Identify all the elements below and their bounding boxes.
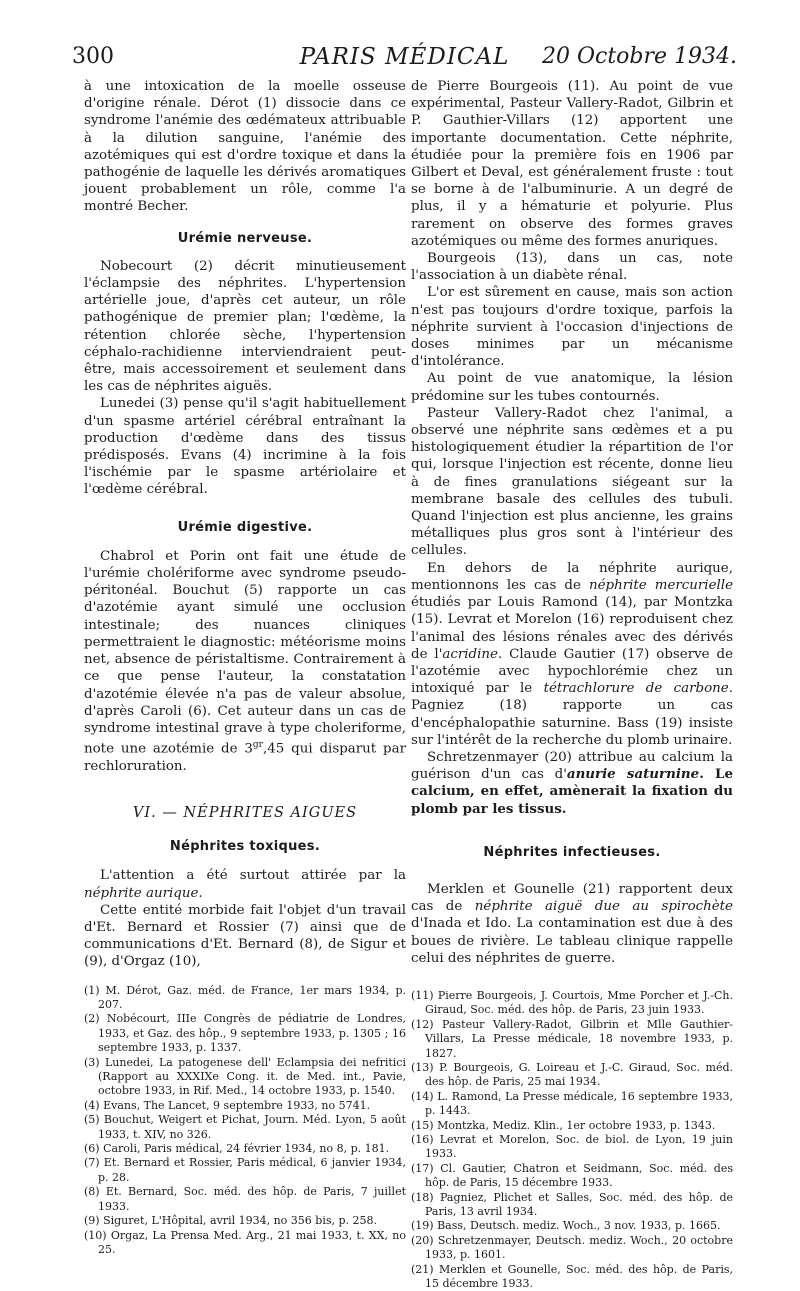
footnote: (4) Evans, The Lancet, 9 septembre 1933, no 5741. (84, 1098, 371, 1112)
paragraph: à une intoxication de la moelle osseuse d'origine rénale. Dérot (1) dissocie dans ce syndrome l'anémie des œdémateux attribuable à la dilution sanguine, l'anémie des azotémiques qui est d'ordre toxique et dans la pathogénie de laquelle les dérivés aromatiques jouent probablement un rôle, comme l'a montré Becher. (84, 79, 406, 215)
footnote: (3) Lunedei, La patogenese dell' Eclampsia dei nefritici (Rapport au XXXIXe Cong. it. de Med. int., Pavie, octobre 1933, in Rif. Med., 14 octobre 1933, p. 1540. (84, 1055, 406, 1098)
right-column (411, 78, 733, 1291)
footnote: (7) Et. Bernard et Rossier, Paris médical, 6 janvier 1934, p. 28. (84, 1156, 406, 1184)
footnote: (20) Schretzenmayer, Deutsch. mediz. Woch., 20 octobre 1933, p. 1601. (411, 1233, 733, 1262)
footnote: (1) M. Dérot, Gaz. méd. de France, 1er mars 1934, p. 207. (84, 983, 406, 1012)
paragraph: Pasteur Vallery-Radot chez l'animal, a observé une néphrite sans œdèmes et a pu histologiquement étudier la répartition de l'or qui, lorsque l'injection est récente, donne lieu à de fines granulations siégeant sur la membrane basale des cellules des tubuli. Quand l'injection est plus ancienne, les grains métalliques plus gros sont à l'intérieur des cellules. (411, 405, 733, 559)
paragraph: Chabrol et Porin ont fait une étude de l'urémie cholériforme avec syndrome pseudo-péritonéal. Bouchut (5) rapporte un cas d'azotémie ayant simulé une occlusion intestinale; des nuances cliniques permettraient le diagnostic: météorisme moins net, absence de péristaltisme. Contrairement à ce que pense l'auteur, la constatation d'azotémie élevée n'a pas de valeur absolue, d'après Caroli (6). Cet auteur dans un cas de syndrome intestinal grave à type choleriforme, note une azotémie de $3^{gr},45$ qui disparut par rechloruration. (84, 548, 406, 774)
chapter-heading: VI. — NÉPHRITES AIGUES (132, 804, 358, 821)
section-heading-uremie-nerveuse: Urémie nerveuse. (177, 230, 313, 246)
footnote: (21) Merklen et Gounelle, Soc. méd. des hôp. de Paris, 15 décembre 1933. (411, 1262, 733, 1291)
footnote: (5) Bouchut, Weigert et Pichat, Journ. Méd. Lyon, 5 août 1933, t. XIV, no 326. (84, 1113, 406, 1141)
paragraph: Bourgeois (13), dans un cas, note l'association à un diabète rénal. (411, 251, 733, 284)
section-heading-uremie-digestive: Urémie digestive. (177, 519, 313, 535)
section-heading-nephrites-infectieuses: Néphrites infectieuses. (483, 844, 661, 860)
paragraph: Lunedei (3) pense qu'il s'agit habituellement d'un spasme artériel cérébral entraînant la production d'œdème dans des tissus prédisposés. Evans (4) incrimine à la fois l'ischémie par le spasme artériolaire et l'œdème cérébral. (84, 396, 406, 498)
paragraph: Nobecourt (2) décrit minutieusement l'éclampsie des néphrites. L'hypertension artérielle joue, d'après cet auteur, un rôle pathogénique de premier plan; l'œdème, la rétention chlorée sèche, l'hypertension céphalo-rachidienne interviendraient peut-être, mais accessoirement et seulement dans les cas de néphrites aiguës. (84, 258, 406, 395)
paragraph: L'attention a été surtout attirée par la néphrite aurique. (84, 868, 406, 901)
footnote: (11) Pierre Bourgeois, J. Courtois, Mme Porcher et J.-Ch. Giraud, Soc. méd. des hôp. de Paris, 23 juin 1933. (411, 988, 733, 1017)
footnote: (6) Caroli, Paris médical, 24 février 1934, no 8, p. 181. (84, 1142, 390, 1156)
footnote: (10) Orgaz, La Prensa Med. Arg., 21 mai 1933, t. XX, no 25. (84, 1228, 406, 1256)
paragraph: Au point de vue anatomique, la lésion prédomine sur les tubes contournés. (411, 371, 733, 404)
paragraph: Schretzenmayer (20) attribue au calcium la guérison d'un cas d'anurie saturnine. Le calcium, en effet, amènerait la fixation du plomb par les tissus. (411, 749, 733, 817)
paragraph: Cette entité morbide fait l'objet d'un travail d'Et. Bernard et Rossier (7) ainsi que de communications d'Et. Bernard (8), de Sigur et (9), d'Orgaz (10), (84, 902, 406, 970)
footnote: (15) Montzka, Mediz. Klin., 1er octobre 1933, p. 1343. (411, 1118, 716, 1132)
journal-title: PARIS MÉDICAL (299, 44, 510, 70)
paragraph: En dehors de la néphrite aurique, mentionnons les cas de néphrite mercurielle étudiés par Louis Ramond (14), par Montzka (15). Levrat et Morelon (16) reproduisent chez l'animal des lésions rénales avec des dérivés de l'acridine. Claude Gautier (17) observe de l'azotémie avec hypochlorémie chez un intoxiqué par le tétrachlorure de carbone. Pagniez (18) rapporte un cas d'encéphalopathie saturnine. Bass (19) insiste sur l'intérêt de la recherche du plomb urinaire. (411, 560, 734, 748)
footnote: (2) Nobécourt, IIIe Congrès de pédiatrie de Londres, 1933, et Gaz. des hôp., 9 septembre 1933, p. 1305 ; 16 septembre 1933, p. 1337. (84, 1012, 406, 1055)
issue-date: 20 Octobre 1934. (541, 44, 737, 69)
page-header (72, 40, 737, 76)
footnote: (9) Siguret, L'Hôpital, avril 1934, no 356 bis, p. 258. (84, 1214, 378, 1228)
footnote: (12) Pasteur Vallery-Radot, Gilbrin et Mlle Gauthier-Villars, La Presse médicale, 18 novembre 1933, p. 1827. (411, 1017, 733, 1060)
page-number: 300 (72, 44, 114, 69)
footnote: (14) L. Ramond, La Presse médicale, 16 septembre 1933, p. 1443. (411, 1089, 733, 1118)
footnote: (18) Pagniez, Plichet et Salles, Soc. méd. des hôp. de Paris, 13 avril 1934. (411, 1190, 733, 1219)
paragraph: Merklen et Gounelle (21) rapportent deux cas de néphrite aiguë due au spirochète d'Inada et Ido. La contamination est due à des boues de rivière. Le tableau clinique rappelle celui des néphrites de guerre. (411, 881, 733, 966)
footnote: (8) Et. Bernard, Soc. méd. des hôp. de Paris, 7 juillet 1933. (84, 1185, 406, 1213)
paragraph: L'or est sûrement en cause, mais son action n'est pas toujours d'ordre toxique, parfois la néphrite survient à l'occasion d'injections de doses minimes par un mécanisme d'intolérance. (411, 285, 733, 370)
footnote: (19) Bass, Deutsch. mediz. Woch., 3 nov. 1933, p. 1665. (411, 1219, 721, 1233)
footnote: (17) Cl. Gautier, Chatron et Seidmann, Soc. méd. des hôp. de Paris, 15 décembre 1933. (411, 1161, 733, 1190)
footnotes-right (411, 989, 733, 1291)
section-heading-nephrites-toxiques: Néphrites toxiques. (169, 839, 321, 855)
footnote: (16) Levrat et Morelon, Soc. de biol. de Lyon, 19 juin 1933. (411, 1133, 733, 1161)
left-column (84, 78, 406, 1257)
footnote: (13) P. Bourgeois, G. Loireau et J.-C. Giraud, Soc. méd. des hôp. de Paris, 25 mai 1934. (411, 1060, 733, 1089)
paragraph: de Pierre Bourgeois (11). Au point de vue expérimental, Pasteur Vallery-Radot, Gilbrin et P. Gauthier-Villars (12) apportent une importante documentation. Cette néphrite, étudiée pour la première fois en 1906 par Gilbert et Deval, est généralement fruste : tout se borne à de l'albuminurie. A un degré de plus, il y a hématurie et polyurie. Plus rarement on observe des formes graves azotémiques ou même des formes anuriques. (411, 79, 733, 249)
footnotes-left (84, 984, 406, 1258)
